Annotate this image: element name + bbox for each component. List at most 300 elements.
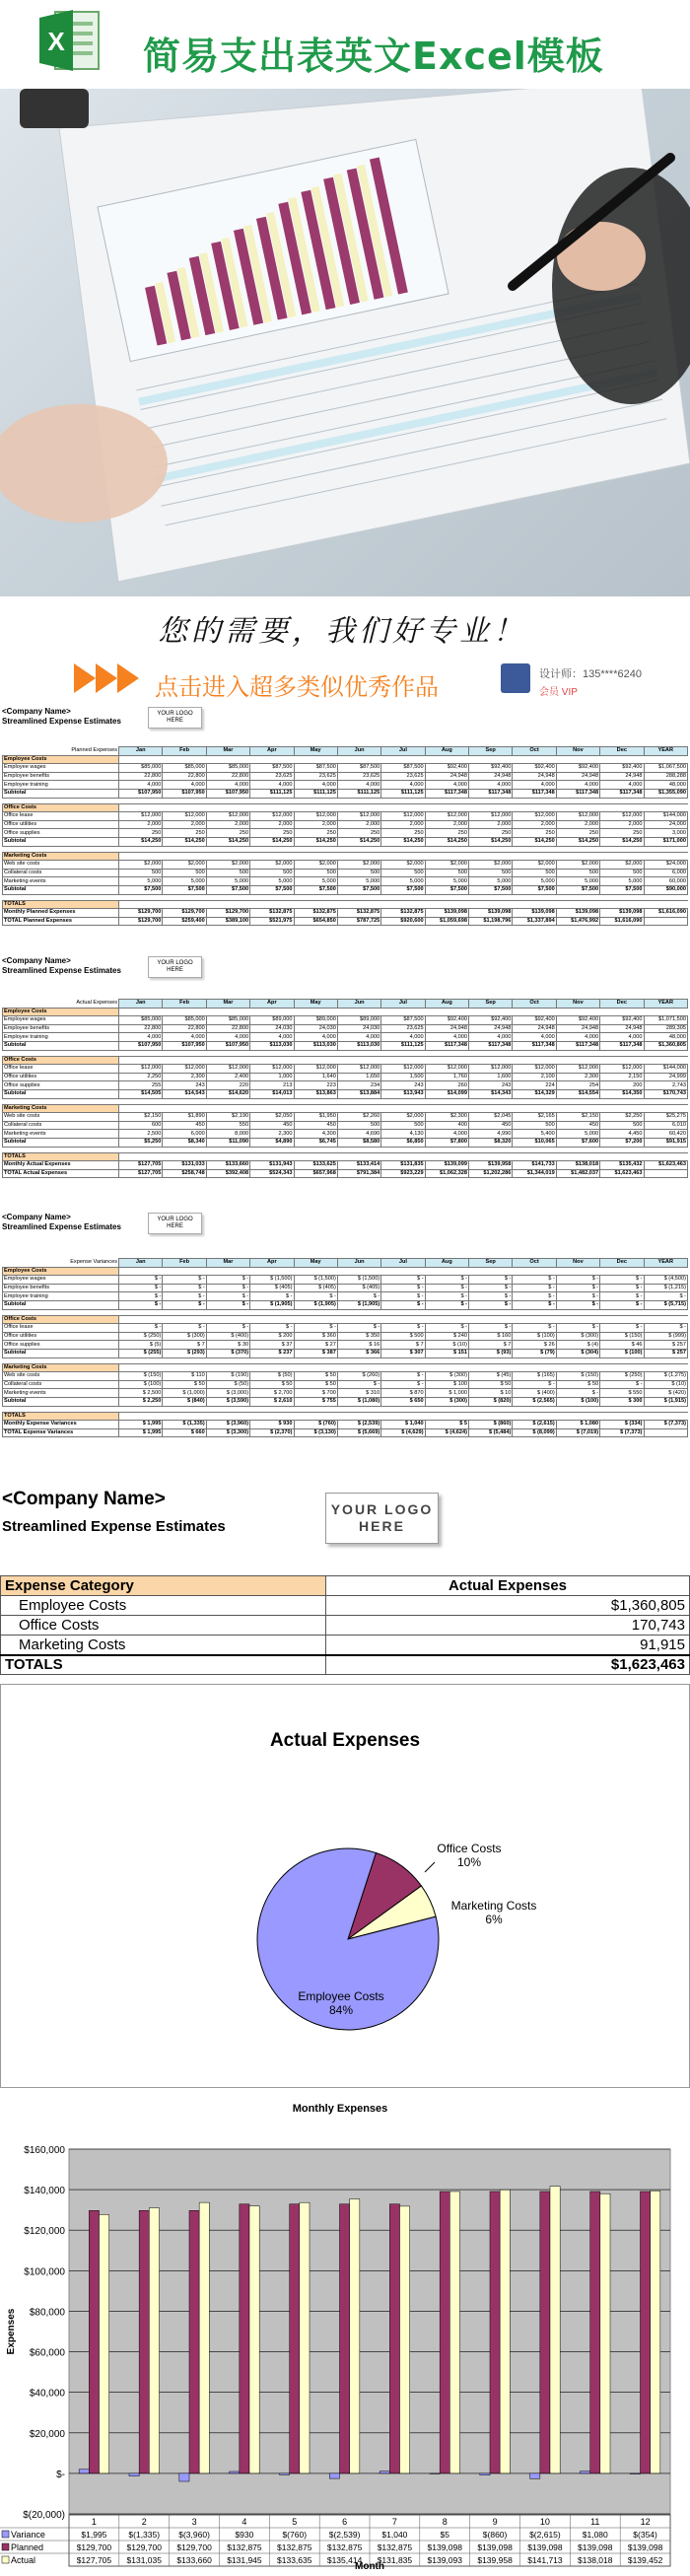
month-header: Dec (600, 747, 644, 756)
value-cell: $ - (337, 1324, 380, 1333)
value-cell: $2,000 (469, 861, 513, 870)
logo-placeholder: YOUR LOGO HERE (325, 1493, 439, 1544)
value-cell: $1,071,500 (644, 1016, 688, 1025)
value-cell: $ (3,590) (206, 1397, 249, 1406)
empty-cell (556, 1056, 599, 1065)
logo-placeholder: YOUR LOGO HERE (148, 707, 202, 729)
empty-cell (337, 1056, 380, 1065)
empty-cell (381, 1008, 425, 1016)
month-header: Feb (163, 747, 206, 756)
value-cell: $8,340 (163, 1138, 206, 1147)
value-cell: 4,000 (469, 781, 513, 790)
value-cell: $12,000 (337, 1065, 380, 1074)
empty-cell (513, 1104, 556, 1113)
value-cell: 4,990 (469, 1130, 513, 1139)
value-cell: 500 (250, 869, 294, 877)
value-cell: $ (1,905) (337, 1300, 380, 1309)
expense-variances-table (2, 1258, 688, 1437)
value-cell: $85,000 (206, 1016, 249, 1025)
value-cell: 4,000 (337, 1033, 380, 1042)
table-row (3, 1389, 688, 1398)
month-header: Jul (381, 1259, 425, 1268)
value-cell: $91,915 (644, 1138, 688, 1147)
value-cell: $ - (163, 1276, 206, 1285)
section-label: Office Costs (3, 1056, 119, 1065)
value-cell: 4,000 (163, 781, 206, 790)
subtotal-row (3, 1397, 688, 1406)
value-cell: $7,500 (381, 885, 425, 894)
value-cell (644, 917, 688, 926)
data-label: $139,093 (427, 2555, 462, 2565)
value-cell: $ (150) (600, 1332, 644, 1341)
value-cell: 5,000 (556, 877, 599, 886)
value-cell: $135,432 (600, 1161, 644, 1170)
value-cell: 288,288 (644, 772, 688, 781)
value-cell: $129,700 (119, 917, 163, 926)
empty-cell (513, 1363, 556, 1372)
value-cell: $ 50 (294, 1372, 337, 1381)
value-cell: 250 (600, 829, 644, 838)
data-label: $1,080 (582, 2530, 608, 2540)
table-row (3, 829, 688, 838)
value-cell: $12,000 (425, 812, 468, 821)
section-label: Marketing Costs (3, 852, 119, 861)
legend-label: Actual (11, 2555, 36, 2565)
bar (199, 2202, 209, 2473)
row-label: Monthly Planned Expenses (3, 909, 119, 918)
empty-cell (644, 1363, 688, 1372)
value-cell: $8,320 (469, 1138, 513, 1147)
value-cell: 250 (294, 829, 337, 838)
value-cell: $2,250 (600, 1113, 644, 1122)
value-cell: $7,500 (250, 885, 294, 894)
value-cell: $ (1,500) (250, 1276, 294, 1285)
value-cell: $ - (556, 1284, 599, 1292)
value-cell: 2,000 (337, 820, 380, 829)
value-cell: $12,000 (163, 1065, 206, 1074)
section-header-row (3, 1152, 688, 1161)
value-cell: $ 2,700 (250, 1389, 294, 1398)
value-cell: $127,705 (119, 1169, 163, 1178)
empty-cell (644, 1412, 688, 1421)
value-cell: $132,875 (250, 909, 294, 918)
value-cell: $7,500 (513, 885, 556, 894)
value-cell: $ (1,335) (163, 1421, 206, 1429)
value-cell: $12,000 (600, 1065, 644, 1074)
empty-cell (250, 1056, 294, 1065)
value-cell: 250 (119, 829, 163, 838)
value-cell: $ (300) (163, 1332, 206, 1341)
pie-chart-panel (0, 1684, 690, 2088)
value-cell: $ (190) (206, 1372, 249, 1381)
empty-cell (294, 900, 337, 909)
y-tick-label: $140,000 (24, 2186, 65, 2197)
empty-cell (250, 1104, 294, 1113)
value-cell: $6,745 (294, 1138, 337, 1147)
value-cell: $113,030 (294, 1041, 337, 1050)
value-cell: $14,343 (469, 1089, 513, 1098)
x-tick-label: 9 (492, 2517, 498, 2527)
empty-cell (206, 900, 249, 909)
bar (389, 2204, 399, 2473)
month-header: Apr (250, 1259, 294, 1268)
value-cell: $107,950 (206, 1041, 249, 1050)
value-cell: $ - (337, 1380, 380, 1389)
empty-cell (294, 1412, 337, 1421)
month-header: Oct (513, 1000, 556, 1009)
value-cell: 4,000 (381, 781, 425, 790)
value-cell: 224 (513, 1081, 556, 1090)
month-header: Sep (469, 1259, 513, 1268)
value-cell: $ 2,610 (250, 1397, 294, 1406)
empty-cell (119, 852, 163, 861)
value-cell: $139,098 (600, 909, 644, 918)
empty-cell (600, 1412, 644, 1421)
value-cell: $85,000 (163, 1016, 206, 1025)
data-label: $139,452 (627, 2555, 663, 2565)
value-cell: $ 110 (163, 1372, 206, 1381)
y-tick-label: $80,000 (29, 2307, 65, 2319)
empty-cell (119, 1412, 163, 1421)
slogan-text: 您的需要，我们好专业！ (158, 614, 526, 649)
actual-expenses-table (2, 999, 688, 1178)
empty-cell (425, 900, 468, 909)
x-tick-label: 3 (191, 2517, 197, 2527)
data-label: $133,660 (176, 2555, 212, 2565)
value-cell: 4,000 (119, 781, 163, 790)
value-cell: $ - (556, 1389, 599, 1398)
value-cell: $ - (600, 1380, 644, 1389)
x-tick-label: 5 (292, 2517, 298, 2527)
promo-bar[interactable] (0, 656, 690, 705)
value-cell: $85,000 (119, 1016, 163, 1025)
row-label: Employee wages (3, 764, 119, 773)
value-cell: 4,000 (206, 781, 249, 790)
value-cell: $ 366 (337, 1349, 380, 1358)
value-cell: 4,450 (600, 1130, 644, 1139)
empty-cell (163, 1363, 206, 1372)
value-cell: $ (50) (206, 1380, 249, 1389)
value-cell: $139,098 (513, 909, 556, 918)
month-header: Sep (469, 747, 513, 756)
month-header: May (294, 1259, 337, 1268)
value-cell: $ (260) (337, 1372, 380, 1381)
empty-cell (119, 1008, 163, 1016)
empty-cell (425, 1056, 468, 1065)
table-row (3, 1065, 688, 1074)
value-cell: 500 (513, 1121, 556, 1130)
empty-cell (294, 803, 337, 812)
empty-cell (337, 1008, 380, 1016)
month-header: Oct (513, 747, 556, 756)
value-cell: $ (5,484) (469, 1428, 513, 1437)
value-cell: $87,500 (337, 764, 380, 773)
data-label: $131,945 (227, 2555, 262, 2565)
value-cell: 48,000 (644, 1033, 688, 1042)
value-cell: 243 (163, 1081, 206, 1090)
hero-photo (0, 89, 690, 596)
summary-label: Marketing Costs (1, 1636, 326, 1655)
planned-expenses-sheet (0, 705, 690, 951)
value-cell: $1,059,698 (425, 917, 468, 926)
empty-cell (206, 755, 249, 764)
empty-cell (337, 1152, 380, 1161)
value-cell: $ (7,373) (644, 1421, 688, 1429)
empty-cell (163, 1315, 206, 1324)
value-cell: 23,625 (250, 772, 294, 781)
value-cell: 5,000 (337, 877, 380, 886)
bar (329, 2473, 339, 2478)
total-row (3, 909, 688, 918)
value-cell: $111,125 (381, 1041, 425, 1050)
value-cell: 4,690 (337, 1130, 380, 1139)
value-cell: $92,400 (425, 764, 468, 773)
table-row (3, 877, 688, 886)
empty-cell (425, 1152, 468, 1161)
value-cell: $ (100) (600, 1349, 644, 1358)
bar (500, 2190, 510, 2473)
month-header: Mar (206, 747, 249, 756)
value-cell: $12,000 (206, 1065, 249, 1074)
value-cell: $117,348 (513, 1041, 556, 1050)
row-label: Employee benefits (3, 772, 119, 781)
bar (350, 2199, 360, 2473)
empty-cell (206, 1412, 249, 1421)
value-cell: $2,260 (337, 1113, 380, 1122)
value-cell: $1,344,019 (513, 1169, 556, 1178)
value-cell: 223 (294, 1081, 337, 1090)
value-cell: $129,700 (119, 909, 163, 918)
empty-cell (469, 852, 513, 861)
leader-line (425, 1862, 435, 1872)
value-cell: $ 27 (294, 1341, 337, 1350)
value-cell: $2,045 (469, 1113, 513, 1122)
value-cell: 500 (425, 869, 468, 877)
value-cell: 5,000 (119, 877, 163, 886)
section-label: Employee Costs (3, 1267, 119, 1276)
bar (550, 2187, 560, 2473)
section-header-row (3, 1315, 688, 1324)
summary-label: Employee Costs (1, 1596, 326, 1616)
empty-cell (469, 1315, 513, 1324)
value-cell: $ - (381, 1300, 425, 1309)
sheet-title: Expense Variances (3, 1259, 119, 1268)
value-cell: $ - (381, 1324, 425, 1333)
x-tick-label: 11 (590, 2517, 600, 2527)
value-cell: $ 300 (600, 1397, 644, 1406)
empty-cell (294, 1315, 337, 1324)
x-tick-label: 2 (141, 2517, 147, 2527)
empty-cell (600, 852, 644, 861)
empty-cell (556, 803, 599, 812)
value-cell: $ (4,500) (644, 1276, 688, 1285)
value-cell: $132,875 (337, 909, 380, 918)
empty-cell (556, 1152, 599, 1161)
total-row (3, 917, 688, 926)
table-row (3, 1284, 688, 1292)
value-cell: $ 2,250 (119, 1397, 163, 1406)
month-header: May (294, 1000, 337, 1009)
value-cell: $ (1,905) (294, 1300, 337, 1309)
value-cell: 22,800 (163, 772, 206, 781)
empty-cell (600, 900, 644, 909)
value-cell: $133,414 (337, 1161, 380, 1170)
empty-cell (381, 1363, 425, 1372)
empty-cell (337, 1267, 380, 1276)
table-row (3, 1276, 688, 1285)
value-cell: $ 237 (250, 1349, 294, 1358)
bar-chart-panel (0, 2098, 690, 2571)
bar (449, 2192, 459, 2473)
value-cell: $ - (337, 1292, 380, 1301)
empty-cell (163, 852, 206, 861)
row-label: Collateral costs (3, 1121, 119, 1130)
value-cell: $ 700 (294, 1389, 337, 1398)
value-cell: $87,500 (294, 764, 337, 773)
empty-cell (644, 852, 688, 861)
empty-cell (425, 1315, 468, 1324)
value-cell: 6,010 (644, 1121, 688, 1130)
value-cell: 8,000 (206, 1130, 249, 1139)
summary-label: Office Costs (1, 1616, 326, 1636)
value-cell: $ (405) (337, 1284, 380, 1292)
value-cell: $ (5) (119, 1341, 163, 1350)
table-row (3, 820, 688, 829)
value-cell: $ 50 (294, 1380, 337, 1389)
value-cell: $521,975 (250, 917, 294, 926)
value-cell: $12,000 (513, 1065, 556, 1074)
value-cell (644, 1428, 688, 1437)
value-cell: $2,000 (294, 861, 337, 870)
empty-cell (513, 852, 556, 861)
x-tick-label: 1 (91, 2517, 97, 2527)
data-label: $129,700 (176, 2542, 212, 2552)
value-cell: $ (760) (294, 1421, 337, 1429)
empty-cell (600, 1056, 644, 1065)
row-label: Employee training (3, 1033, 119, 1042)
value-cell: $ (2,539) (337, 1421, 380, 1429)
section-label: Employee Costs (3, 1008, 119, 1016)
month-header: Jun (337, 1259, 380, 1268)
value-cell: 4,130 (381, 1130, 425, 1139)
value-cell: $7,500 (337, 885, 380, 894)
value-cell: 500 (513, 869, 556, 877)
value-cell: $ (3,960) (206, 1421, 249, 1429)
value-cell: $ 1,995 (119, 1421, 163, 1429)
value-cell: $144,000 (644, 1065, 688, 1074)
data-label: $131,835 (377, 2555, 413, 2565)
empty-cell (425, 755, 468, 764)
bar (380, 2472, 389, 2473)
value-cell: $89,000 (250, 1016, 294, 1025)
value-cell: $ - (556, 1276, 599, 1285)
value-cell: $14,250 (425, 837, 468, 846)
value-cell: $259,400 (163, 917, 206, 926)
value-cell: 500 (381, 869, 425, 877)
row-label: Web site costs (3, 1372, 119, 1381)
value-cell: $ 387 (294, 1349, 337, 1358)
section-label: TOTALS (3, 900, 119, 909)
designer-avatar (501, 663, 530, 693)
empty-cell (644, 1104, 688, 1113)
vip-badges: 会员 VIP (539, 687, 578, 698)
col-actual-expenses: Actual Expenses (326, 1576, 690, 1596)
value-cell: $ - (119, 1300, 163, 1309)
empty-cell (469, 1056, 513, 1065)
month-header: Apr (250, 747, 294, 756)
summary-row (1, 1616, 690, 1636)
value-cell: 4,000 (425, 781, 468, 790)
value-cell: $7,500 (556, 885, 599, 894)
data-label: $5 (440, 2530, 449, 2540)
value-cell: 500 (381, 1121, 425, 1130)
excel-logo-icon (37, 6, 103, 75)
legend-swatch (2, 2543, 9, 2550)
value-cell: $131,033 (163, 1161, 206, 1170)
value-cell: $ 650 (381, 1397, 425, 1406)
summary-total-value: $1,623,463 (326, 1655, 690, 1675)
empty-cell (469, 1412, 513, 1421)
value-cell: 250 (250, 829, 294, 838)
value-cell: $12,000 (337, 812, 380, 821)
value-cell: $12,000 (513, 812, 556, 821)
month-header: Jan (119, 1259, 163, 1268)
value-cell: $14,543 (163, 1089, 206, 1098)
empty-cell (469, 900, 513, 909)
value-cell: $ - (513, 1276, 556, 1285)
value-cell: $923,229 (381, 1169, 425, 1178)
value-cell: $ (2,565) (513, 1397, 556, 1406)
designer-id: 设计师：135****6240 (539, 668, 642, 680)
bar (440, 2192, 449, 2473)
value-cell: $ - (513, 1292, 556, 1301)
month-header: Feb (163, 1000, 206, 1009)
value-cell: $ 2,500 (119, 1389, 163, 1398)
value-cell: 2,500 (119, 1130, 163, 1139)
bar (89, 2210, 99, 2473)
value-cell: $ (5,715) (644, 1300, 688, 1309)
value-cell: 220 (206, 1081, 249, 1090)
empty-cell (337, 852, 380, 861)
bar (581, 2472, 590, 2473)
value-cell: $2,000 (337, 861, 380, 870)
month-header: Aug (425, 1000, 468, 1009)
value-cell: $2,000 (556, 861, 599, 870)
empty-cell (206, 1315, 249, 1324)
table-row (3, 861, 688, 870)
summary-total-row (1, 1655, 690, 1675)
value-cell: $1,360,805 (644, 1041, 688, 1050)
promo-link[interactable]: 点击进入超多类似优秀作品 (155, 673, 439, 701)
value-cell: $13,863 (294, 1089, 337, 1098)
value-cell: $ 7 (163, 1341, 206, 1350)
empty-cell (337, 803, 380, 812)
value-cell: $132,875 (381, 909, 425, 918)
value-cell: 4,000 (513, 1033, 556, 1042)
empty-cell (294, 1363, 337, 1372)
value-cell: $89,000 (294, 1016, 337, 1025)
value-cell: $ 310 (337, 1389, 380, 1398)
summary-table (0, 1575, 690, 1675)
slice-percent: 84% (328, 2003, 354, 2017)
value-cell: $14,250 (163, 837, 206, 846)
value-cell: $117,348 (513, 789, 556, 798)
y-tick-label: $100,000 (24, 2266, 65, 2278)
value-cell: $ (400) (206, 1332, 249, 1341)
empty-cell (206, 1104, 249, 1113)
value-cell: 6,000 (644, 869, 688, 877)
subtotal-row (3, 837, 688, 846)
